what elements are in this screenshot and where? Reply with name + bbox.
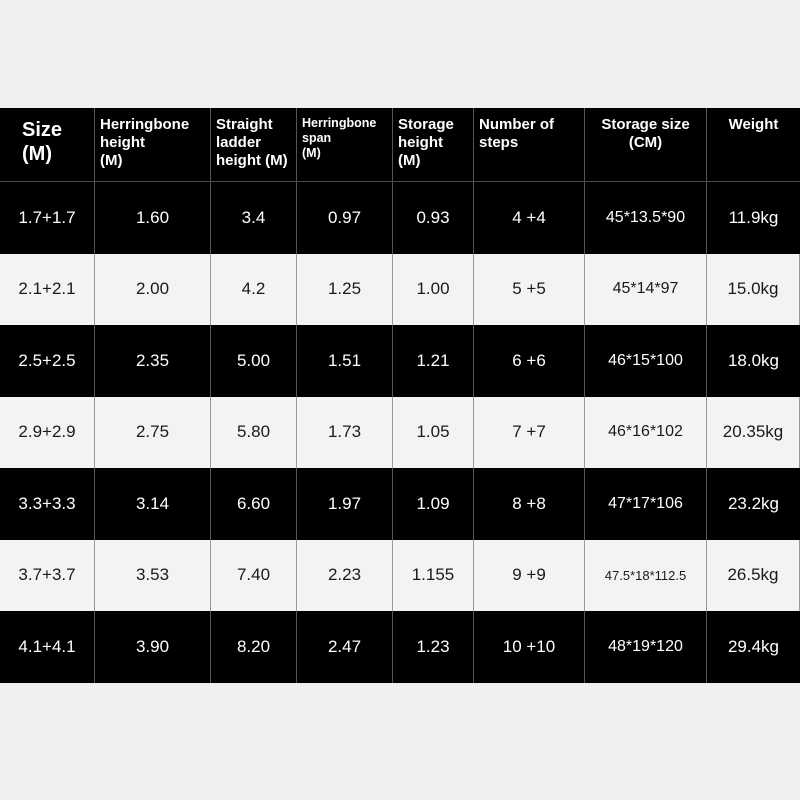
cell-straight-ladder-height: 7.40 <box>211 540 297 612</box>
cell-storage-size: 48*19*120 <box>585 611 707 683</box>
header-number-of-steps: Number of steps <box>474 108 585 181</box>
cell-storage-size: 47*17*106 <box>585 468 707 540</box>
table-row <box>0 468 800 540</box>
cell-number-of-steps: 8 +8 <box>474 468 585 540</box>
table-row <box>0 540 800 612</box>
header-straight-ladder-height: Straight ladder height (M) <box>211 108 297 181</box>
cell-herringbone-height: 3.14 <box>95 468 211 540</box>
cell-herringbone-span: 1.97 <box>297 468 393 540</box>
cell-herringbone-span: 0.97 <box>297 182 393 254</box>
cell-storage-size: 46*16*102 <box>585 397 707 469</box>
header-storage-height: Storage height (M) <box>393 108 474 181</box>
header-storage-size: Storage size (CM) <box>585 108 707 181</box>
cell-storage-height: 1.09 <box>393 468 474 540</box>
cell-number-of-steps: 6 +6 <box>474 325 585 397</box>
cell-herringbone-height: 3.90 <box>95 611 211 683</box>
cell-storage-size: 45*13.5*90 <box>585 182 707 254</box>
table-row <box>0 182 800 254</box>
table-row <box>0 325 800 397</box>
header-herringbone-height: Herringbone height (M) <box>95 108 211 181</box>
cell-straight-ladder-height: 3.4 <box>211 182 297 254</box>
cell-herringbone-height: 2.75 <box>95 397 211 469</box>
header-herringbone-span: Herringbone span (M) <box>297 108 393 181</box>
cell-storage-height: 1.155 <box>393 540 474 612</box>
cell-straight-ladder-height: 5.00 <box>211 325 297 397</box>
cell-straight-ladder-height: 8.20 <box>211 611 297 683</box>
cell-size: 4.1+4.1 <box>0 611 95 683</box>
spec-table <box>0 108 800 683</box>
header-size: Size (M) <box>0 108 95 181</box>
cell-herringbone-height: 3.53 <box>95 540 211 612</box>
cell-straight-ladder-height: 5.80 <box>211 397 297 469</box>
cell-storage-height: 1.00 <box>393 254 474 326</box>
cell-storage-size: 47.5*18*112.5 <box>585 540 707 612</box>
cell-straight-ladder-height: 6.60 <box>211 468 297 540</box>
cell-herringbone-span: 1.51 <box>297 325 393 397</box>
cell-size: 2.9+2.9 <box>0 397 95 469</box>
cell-size: 1.7+1.7 <box>0 182 95 254</box>
cell-herringbone-span: 2.47 <box>297 611 393 683</box>
cell-weight: 15.0kg <box>707 254 800 326</box>
cell-number-of-steps: 5 +5 <box>474 254 585 326</box>
cell-number-of-steps: 9 +9 <box>474 540 585 612</box>
cell-number-of-steps: 4 +4 <box>474 182 585 254</box>
cell-size: 3.7+3.7 <box>0 540 95 612</box>
cell-storage-height: 1.21 <box>393 325 474 397</box>
cell-herringbone-height: 1.60 <box>95 182 211 254</box>
cell-straight-ladder-height: 4.2 <box>211 254 297 326</box>
cell-herringbone-span: 1.73 <box>297 397 393 469</box>
cell-storage-size: 45*14*97 <box>585 254 707 326</box>
table-row <box>0 611 800 683</box>
cell-weight: 29.4kg <box>727 636 780 656</box>
cell-number-of-steps: 10 +10 <box>474 611 585 683</box>
table-row <box>0 397 800 469</box>
cell-number-of-steps: 7 +7 <box>474 397 585 469</box>
cell-herringbone-span: 1.25 <box>297 254 393 326</box>
cell-storage-height: 1.05 <box>393 397 474 469</box>
cell-weight: 20.35kg <box>707 397 800 469</box>
cell-size: 3.3+3.3 <box>0 468 95 540</box>
header-weight: Weight <box>728 116 779 133</box>
cell-storage-height: 0.93 <box>393 182 474 254</box>
table-row <box>0 254 800 326</box>
cell-weight: 26.5kg <box>707 540 800 612</box>
table-header-row <box>0 108 800 182</box>
cell-weight: 11.9kg <box>728 207 779 227</box>
cell-weight: 23.2kg <box>727 493 780 513</box>
cell-herringbone-span: 2.23 <box>297 540 393 612</box>
cell-weight: 18.0kg <box>727 350 780 370</box>
cell-storage-size: 46*15*100 <box>585 325 707 397</box>
cell-herringbone-height: 2.00 <box>95 254 211 326</box>
cell-storage-height: 1.23 <box>393 611 474 683</box>
cell-size: 2.5+2.5 <box>0 325 95 397</box>
cell-size: 2.1+2.1 <box>0 254 95 326</box>
cell-herringbone-height: 2.35 <box>95 325 211 397</box>
